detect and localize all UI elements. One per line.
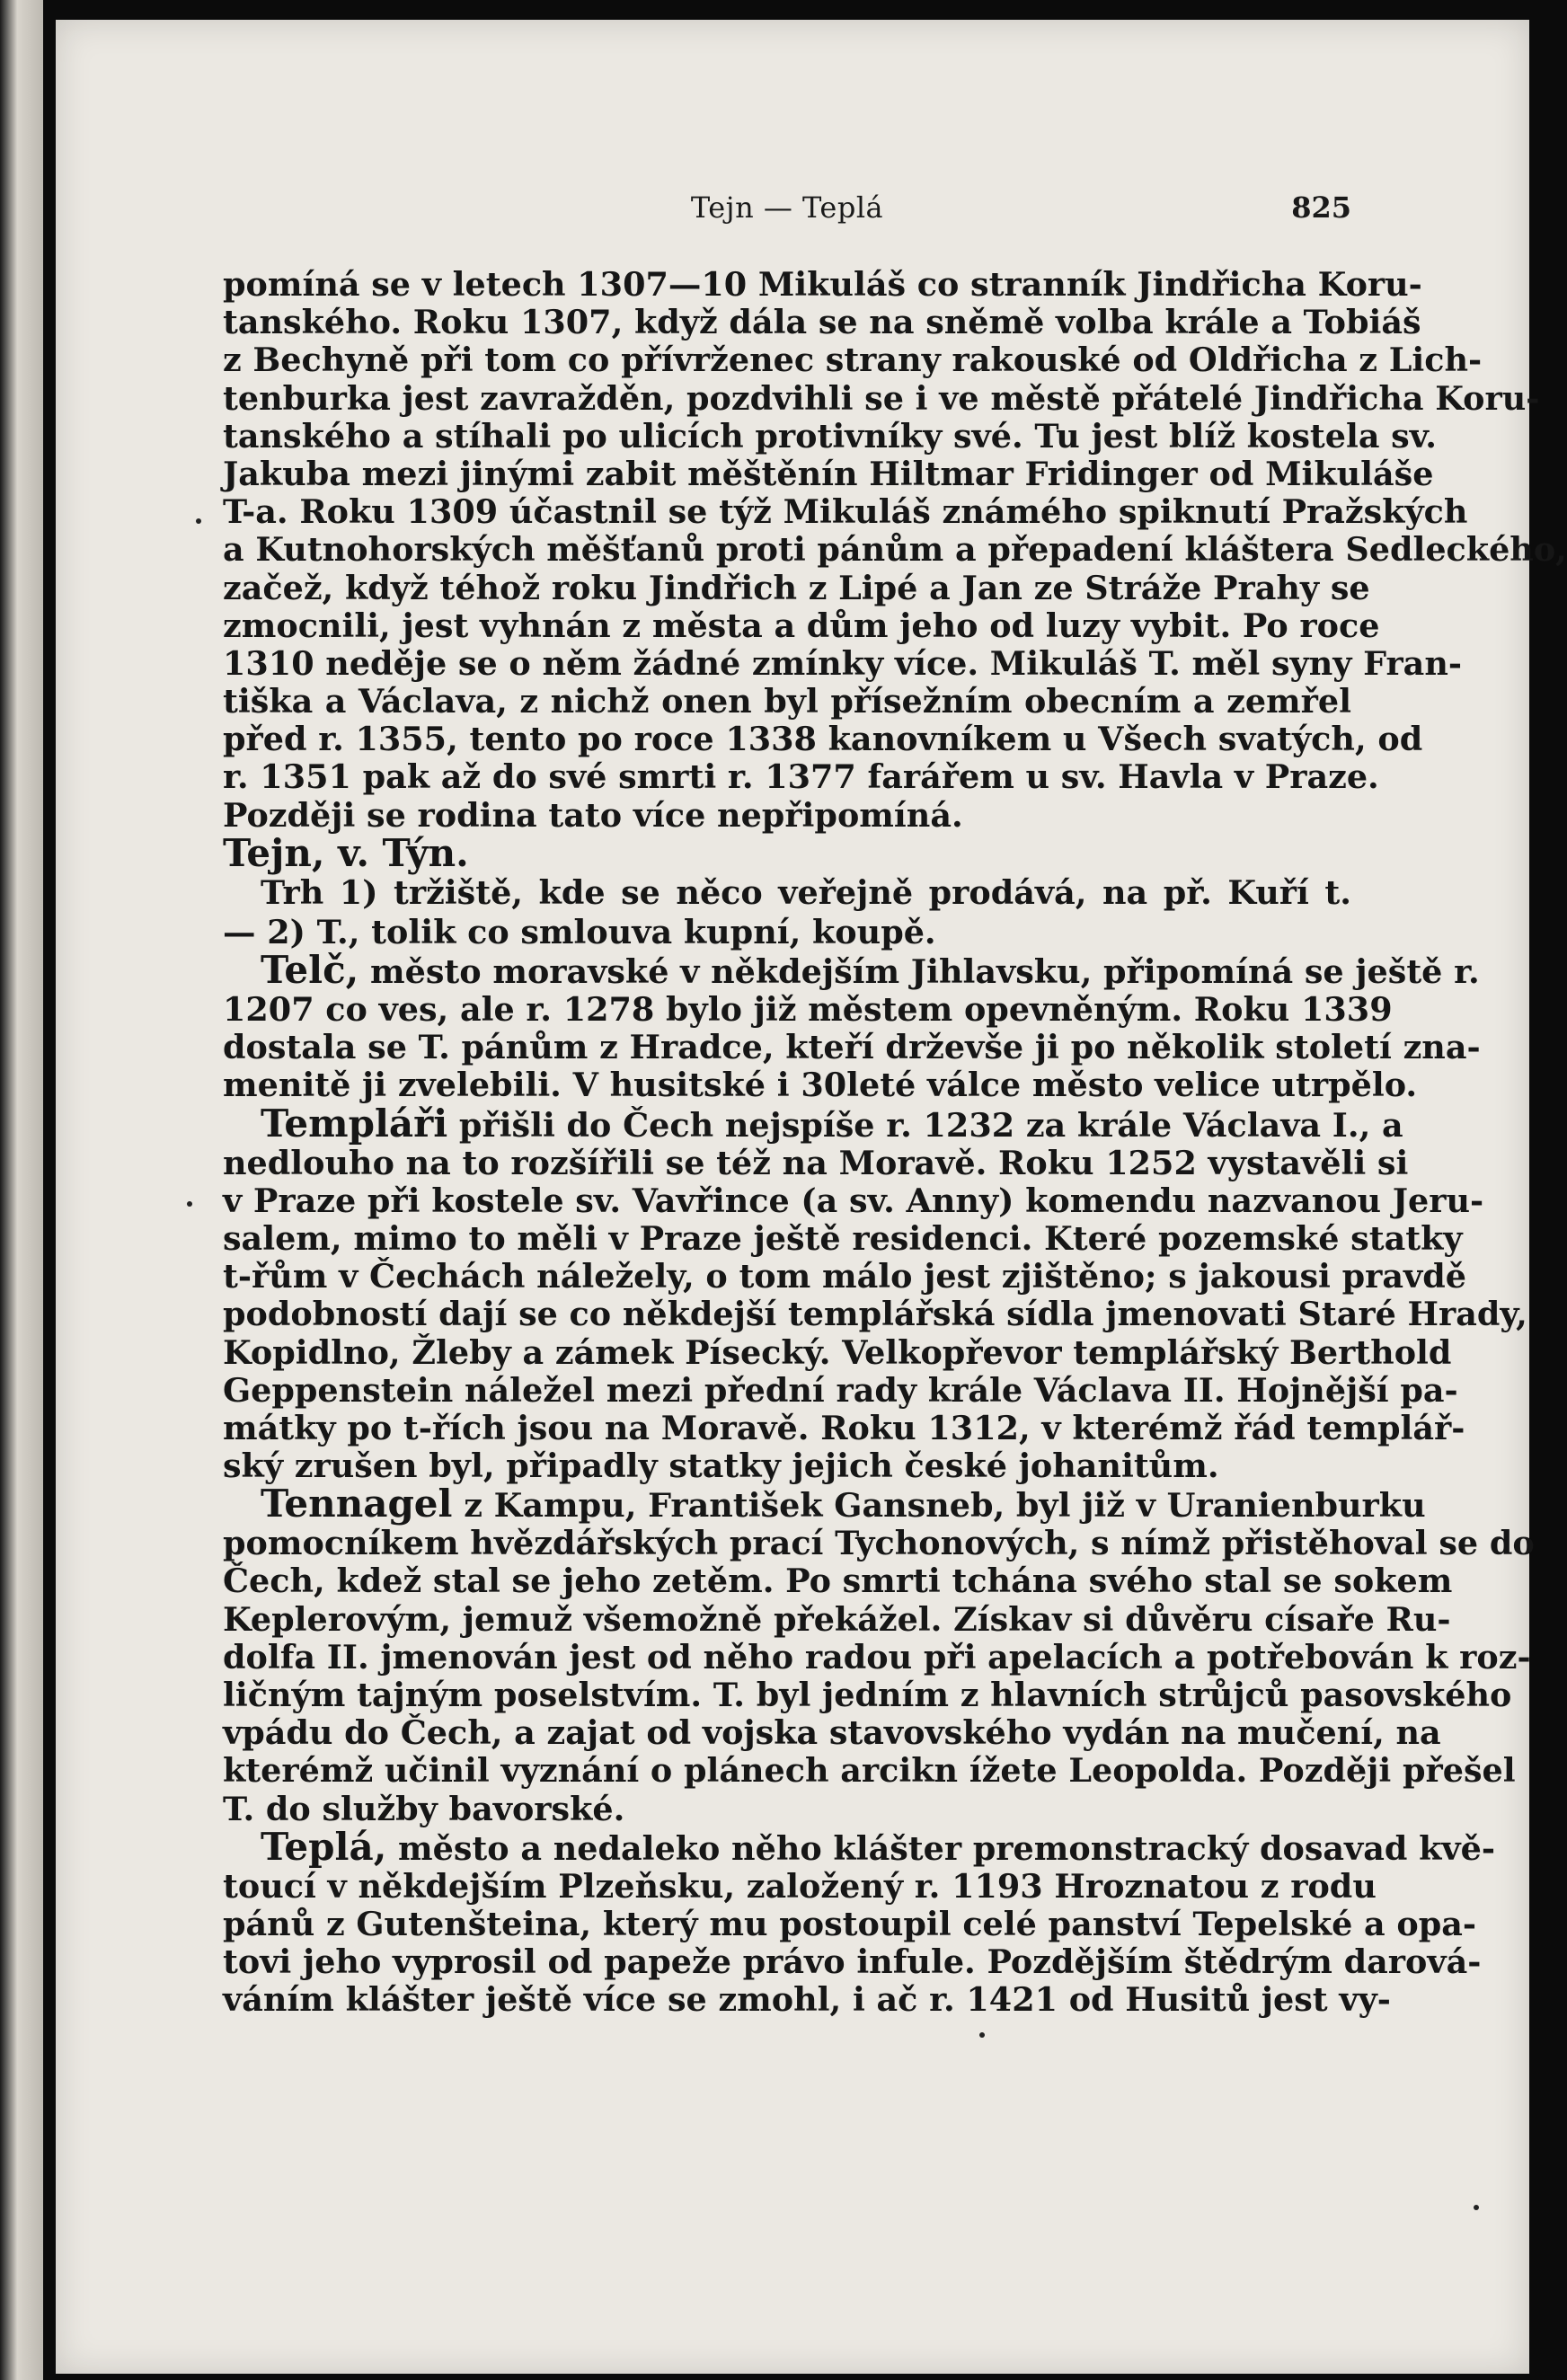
text-line: tanského. Roku 1307, když dála se na sněmě volba krále a Tobiáš (223, 303, 1421, 342)
text-line: 1207 co ves, ale r. 1278 bylo již městem opevněným. Roku 1339 (223, 990, 1393, 1029)
text-line: dostala se T. pánům z Hradce, kteří drževše ji po několik století zna- (223, 1028, 1481, 1067)
body-text (223, 265, 1567, 2020)
text-line: podobností dají se co někdejší templářská sídla jmenovati Staré Hrady, (223, 1295, 1527, 1334)
text-line: ličným tajným poselstvím. T. byl jedním z hlavních strůjců pasovského (223, 1676, 1512, 1714)
text-line: Geppenstein náležel mezi přední rady krále Václava II. Hojnější pa- (223, 1370, 1458, 1410)
margin-speck (187, 1201, 192, 1207)
text-line: r. 1351 pak až do své smrti r. 1377 farářem u sv. Havla v Praze. (223, 757, 1379, 797)
text-line: z Bechyně při tom co přívrženec strany rakouské od Oldřicha z Lich- (223, 341, 1483, 380)
text-line: tiška a Václava, z nichž onen byl přísežním obecním a zemřel (223, 682, 1351, 721)
entry-telc: Telč, město moravské v někdejším Jihlavsku, připomíná se ještě r. (261, 948, 1480, 992)
text-line: Později se rodina tato více nepřipomíná. (223, 795, 963, 835)
page-number: 825 (1291, 190, 1351, 225)
headword: Teplá, (261, 1824, 387, 1869)
text-line: mátky po t-řích jsou na Moravě. Roku 1312, v kterémž řád templář- (223, 1408, 1465, 1447)
running-header (223, 190, 1351, 226)
text-line: v Praze při kostele sv. Vavřince (a sv. Anny) komendu nazvanou Jeru- (223, 1181, 1484, 1220)
text-line: pánů z Gutenšteina, který mu postoupil celé panství Tepelské a opa- (223, 1904, 1477, 1943)
text-line: tovi jeho vyprosil od papeže právo infule. Pozdějším štědrým darová- (223, 1942, 1482, 1982)
text-line: vpádu do Čech, a zajat od vojska stavovského vydán na mučení, na (223, 1713, 1441, 1753)
margin-speck (196, 518, 201, 524)
entry-tejn (223, 830, 1351, 875)
text-line: Keplerovým, jemuž všemožně překážel. Získav si důvěru císaře Ru- (223, 1599, 1451, 1639)
text-line: T. do služby bavorské. (223, 1789, 625, 1828)
headword: Telč, (261, 948, 359, 992)
entry-tepla: Teplá, město a nedaleko něho klášter premonstracký dosavad kvě- (261, 1824, 1496, 1869)
text-line: a Kutnohorských měšťanů proti pánům a přepadení kláštera Sedleckého, (223, 530, 1567, 570)
entry-tennagel: Tennagel z Kampu, František Gansneb, byl již v Uranienburku (261, 1482, 1426, 1526)
text-line: nedlouho na to rozšířili se též na Moravě. Roku 1252 vystavěli si (223, 1143, 1409, 1182)
text-line: pomíná se v letech 1307—10 Mikuláš co stranník Jindřicha Koru- (223, 265, 1422, 304)
headword: Templáři (261, 1101, 448, 1146)
text-line: tanského a stíhali po ulicích protivníky své. Tu jest blíž kostela sv. (223, 416, 1437, 456)
text-line: T-a. Roku 1309 účastnil se týž Mikuláš známého spiknutí Pražských (223, 492, 1468, 532)
text-line: salem, mimo to měli v Praze ještě residenci. Které pozemské statky (223, 1218, 1463, 1258)
header-title: Tejn — Teplá (690, 190, 884, 225)
text-line: — 2) T., tolik co smlouva kupní, koupě. (223, 912, 936, 951)
text-line: t-řům v Čechách náležely, o tom málo jest zjištěno; s jakousi pravdě (223, 1257, 1466, 1296)
entry-templari: Templáři přišli do Čech nejspíše r. 1232 za krále Václava I., a (261, 1101, 1403, 1146)
text-line: Jakuba mezi jinými zabit měštěnín Hiltmar Fridinger od Mikuláše (223, 454, 1434, 493)
text-line: ský zrušen byl, připadly statky jejich české johanitům. (223, 1447, 1219, 1486)
text-line: začež, když téhož roku Jindřich z Lipé a Jan ze Stráže Prahy se (223, 568, 1370, 607)
text-line: před r. 1355, tento po roce 1338 kanovníkem u Všech svatých, od (223, 720, 1423, 759)
text-line: 1310 neděje se o něm žádné zmínky více. Mikuláš T. měl syny Fran- (223, 643, 1463, 683)
text-line: váním klášter ještě více se zmohl, i ač r. 1421 od Husitů jest vy- (223, 1980, 1391, 2020)
headword: Tennagel (261, 1482, 453, 1526)
text-line: menitě ji zvelebili. V husitské i 30leté válce město velice utrpělo. (223, 1066, 1418, 1105)
previous-page-edge (0, 0, 43, 2380)
entry-trh (223, 874, 1351, 914)
text-line: toucí v někdejším Plzeňsku, založený r. 1193 Hroznatou z rodu (223, 1866, 1377, 1906)
text-line: Čech, kdež stal se jeho zetěm. Po smrti tchána svého stal se sokem (223, 1562, 1453, 1601)
text-line: Kopidlno, Žleby a zámek Písecký. Velkopřevor templářský Berthold (223, 1332, 1452, 1372)
margin-speck (979, 2032, 985, 2038)
text-line: Trh 1) tržiště, kde se něco veřejně prodává, na př. Kuří t. (261, 872, 1351, 912)
text-line: pomocníkem hvězdářských prací Tychonových, s nímž přistěhoval se do (223, 1524, 1535, 1563)
text-line: Tejn, v. Týn. (223, 830, 469, 875)
text-line: dolfa II. jmenován jest od něho radou při apelacích a potřebován k roz- (223, 1637, 1531, 1677)
text-line: zmocnili, jest vyhnán z města a dům jeho od luzy vybit. Po roce (223, 606, 1380, 645)
text-line: tenburka jest zavražděn, pozdvihli se i ve městě přátelé Jindřicha Koru- (223, 378, 1540, 418)
margin-speck (1474, 2205, 1479, 2210)
text-line: kterémž učinil vyznání o plánech arcikn ížete Leopolda. Později přešel (223, 1751, 1516, 1791)
